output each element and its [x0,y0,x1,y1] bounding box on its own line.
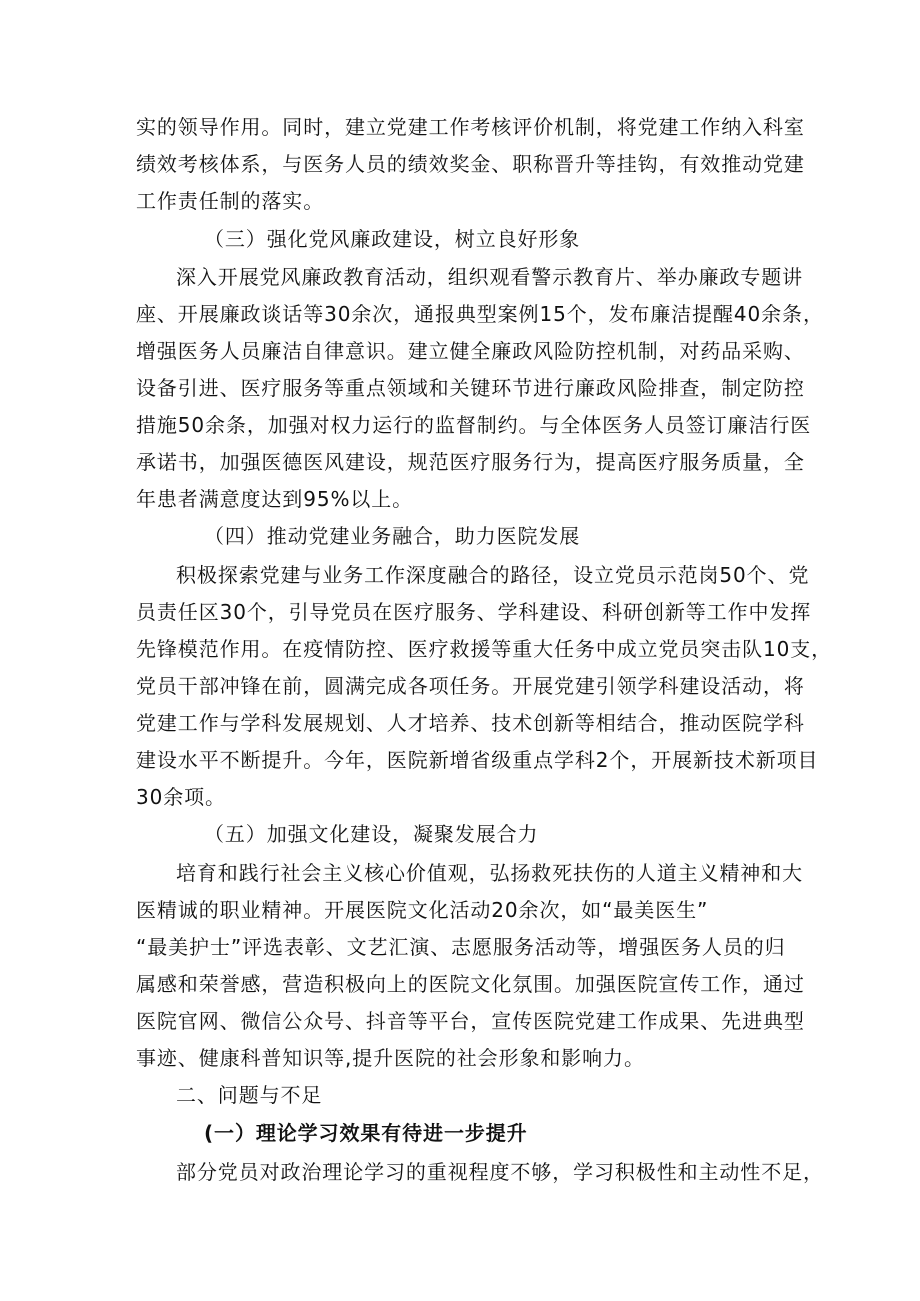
chapter-heading-2: 二、问题与不足 [176,1083,323,1107]
paragraph-line: 承诺书，加强医德医风建设，规范医疗服务行为，提高医疗服务质量，全 [136,450,805,474]
paragraph-line: 工作责任制的落实。 [136,189,325,213]
paragraph-line: 培育和践行社会主义核心价值观，弘扬救死扶伤的人道主义精神和大 [176,861,803,885]
paragraph-line: 实的领导作用。同时，建立党建工作考核评价机制，将党建工作纳入科室 [136,115,805,139]
paragraph-line: 医精诚的职业精神。开展医院文化活动20余次，如“最美医生” [136,898,709,922]
paragraph-line: 座、开展廉政谈话等30余次，通报典型案例15个，发布廉洁提醒40余条， [136,302,824,326]
section-heading-4: （四）推动党建业务融合，助力医院发展 [204,524,581,548]
paragraph-line: 增强医务人员廉洁自律意识。建立健全廉政风险防控机制，对药品采购、 [136,339,805,363]
paragraph-line: “最美护士”评选表彰、文艺汇演、志愿服务活动等，增强医务人员的归 [136,935,786,959]
paragraph-line: 绩效考核体系，与医务人员的绩效奖金、职称晋升等挂钩，有效推动党建 [136,152,805,176]
paragraph-line: 党员干部冲锋在前，圆满完成各项任务。开展党建引领学科建设活动，将 [136,674,805,698]
paragraph-line: 医院官网、微信公众号、抖音等平台，宣传医院党建工作成果、先进典型 [136,1009,805,1033]
paragraph-line: 年患者满意度达到95%以上。 [136,487,414,511]
subsection-heading-1: (一）理论学习效果有待进一步提升 [204,1121,528,1145]
section-heading-3: （三）强化党风廉政建设，树立良好形象 [204,227,581,251]
paragraph-line: 30余项。 [136,785,226,809]
paragraph-line: 设备引进、医疗服务等重点领域和关键环节进行廉政风险排查，制定防控 [136,376,805,400]
paragraph-line: 员责任区30个，引导党员在医疗服务、学科建设、科研创新等工作中发挥 [136,600,812,624]
paragraph-line: 属感和荣誉感，营造积极向上的医院文化氛围。加强医院宣传工作，通过 [136,972,805,996]
paragraph-line: 积极探索党建与业务工作深度融合的路径，设立党员示范岗50个、党 [176,563,810,587]
paragraph-line: 措施50余条，加强对权力运行的监督制约。与全体医务人员签订廉洁行医 [136,413,812,437]
section-heading-5: （五）加强文化建设，凝聚发展合力 [204,822,539,846]
paragraph-line: 先锋模范作用。在疫情防控、医疗救援等重大任务中成立党员突击队10支， [136,637,833,661]
paragraph-line: 党建工作与学科发展规划、人才培养、技术创新等相结合，推动医院学科 [136,711,805,735]
paragraph-line: 事迹、健康科普知识等,提升医院的社会形象和影响力。 [136,1046,645,1070]
paragraph-line: 部分党员对政治理论学习的重视程度不够，学习积极性和主动性不足， [176,1160,824,1184]
paragraph-line: 深入开展党风廉政教育活动，组织观看警示教育片、举办廉政专题讲 [176,265,803,289]
paragraph-line: 建设水平不断提升。今年，医院新增省级重点学科2个，开展新技术新项目 [136,748,819,772]
